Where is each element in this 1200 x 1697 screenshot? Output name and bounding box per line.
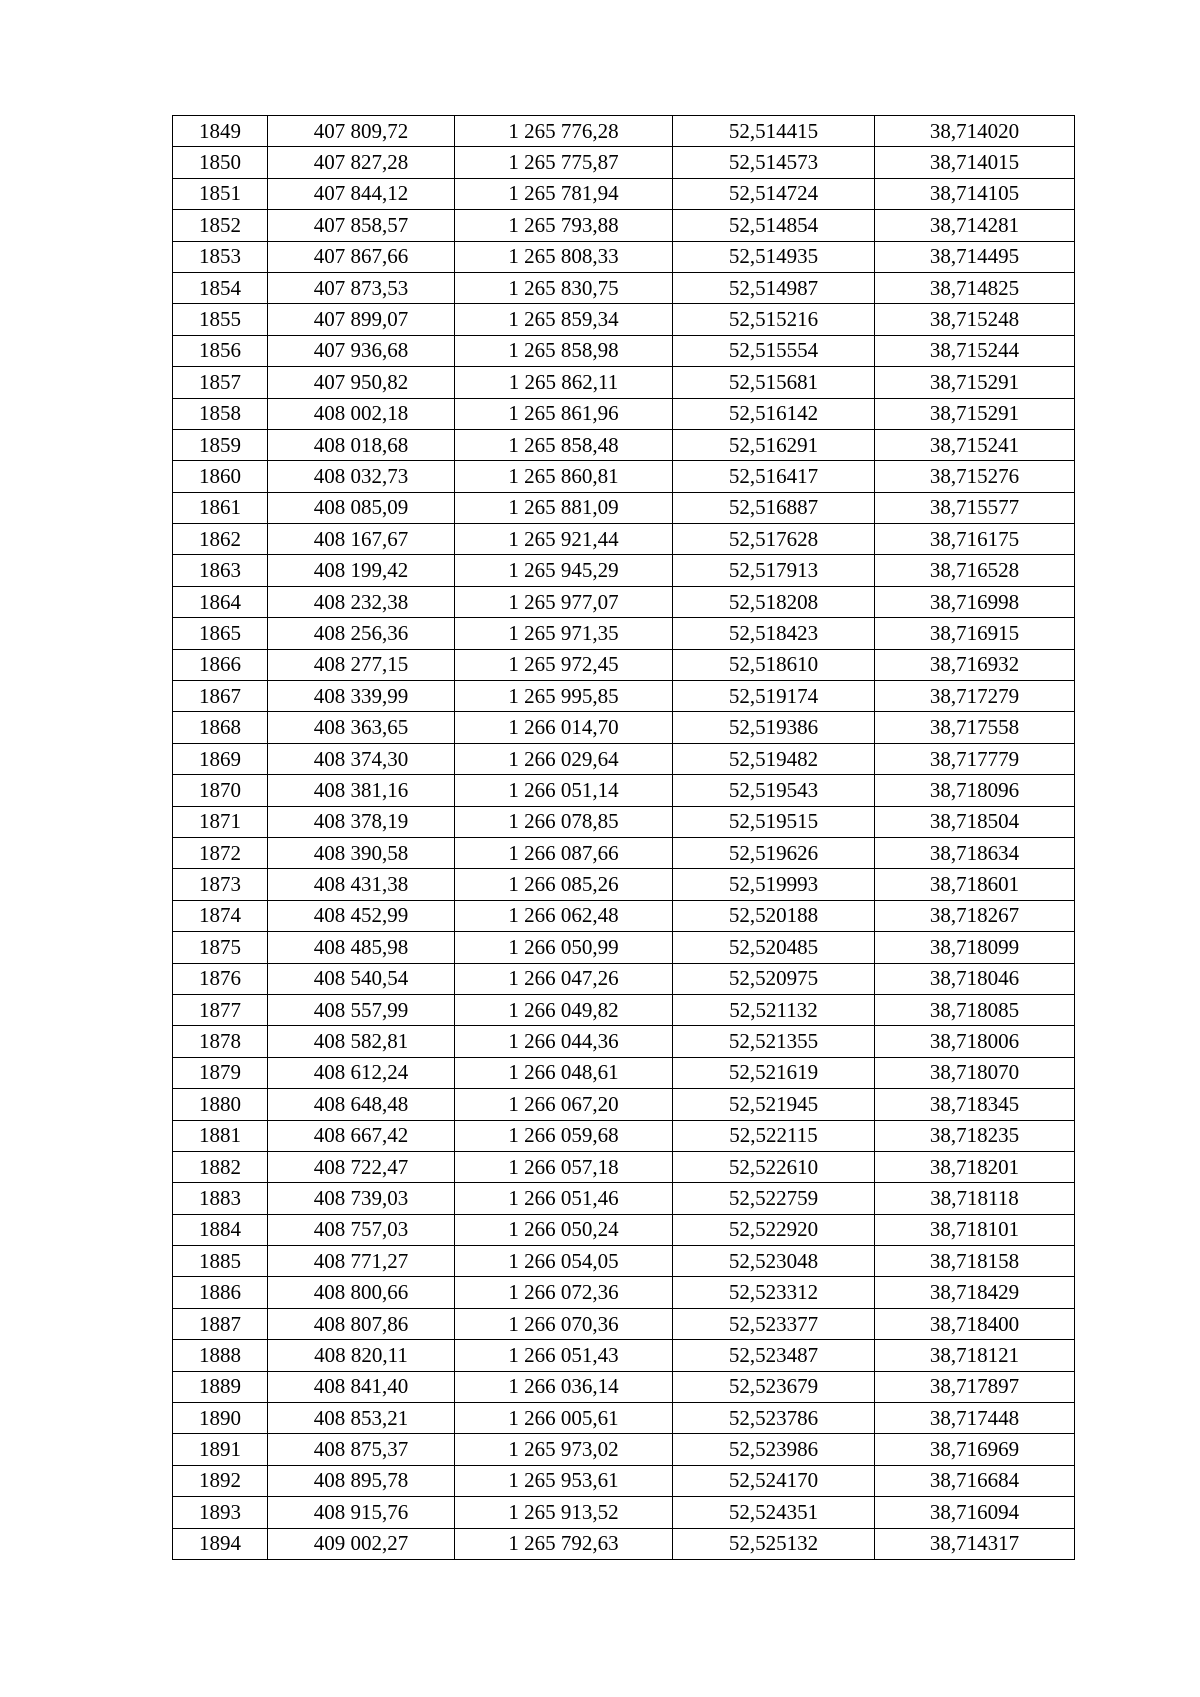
y-coordinate-cell: 1 266 051,46 <box>455 1183 673 1214</box>
table-row <box>173 994 1075 1025</box>
x-coordinate-cell: 408 339,99 <box>268 681 455 712</box>
table-row <box>173 837 1075 868</box>
y-coordinate-cell: 1 265 971,35 <box>455 618 673 649</box>
table-row <box>173 1026 1075 1057</box>
x-coordinate-cell: 408 085,09 <box>268 492 455 523</box>
x-coordinate-cell: 408 875,37 <box>268 1434 455 1465</box>
x-coordinate-cell: 408 363,65 <box>268 712 455 743</box>
longitude-cell: 38,718101 <box>875 1214 1075 1245</box>
longitude-cell: 38,716175 <box>875 524 1075 555</box>
x-coordinate-cell: 407 867,66 <box>268 241 455 272</box>
table-row <box>173 1277 1075 1308</box>
x-coordinate-cell: 408 431,38 <box>268 869 455 900</box>
table-row <box>173 1214 1075 1245</box>
point-number-cell: 1858 <box>173 398 268 429</box>
table-row <box>173 1465 1075 1496</box>
x-coordinate-cell: 407 844,12 <box>268 178 455 209</box>
y-coordinate-cell: 1 266 029,64 <box>455 743 673 774</box>
x-coordinate-cell: 408 915,76 <box>268 1497 455 1528</box>
latitude-cell: 52,523986 <box>673 1434 875 1465</box>
y-coordinate-cell: 1 265 808,33 <box>455 241 673 272</box>
point-number-cell: 1856 <box>173 335 268 366</box>
y-coordinate-cell: 1 266 051,14 <box>455 775 673 806</box>
latitude-cell: 52,520975 <box>673 963 875 994</box>
x-coordinate-cell: 408 667,42 <box>268 1120 455 1151</box>
y-coordinate-cell: 1 265 973,02 <box>455 1434 673 1465</box>
table-row <box>173 492 1075 523</box>
latitude-cell: 52,516417 <box>673 461 875 492</box>
y-coordinate-cell: 1 265 861,96 <box>455 398 673 429</box>
table-row <box>173 304 1075 335</box>
table-row <box>173 429 1075 460</box>
longitude-cell: 38,716932 <box>875 649 1075 680</box>
point-number-cell: 1870 <box>173 775 268 806</box>
table-row <box>173 1057 1075 1088</box>
point-number-cell: 1879 <box>173 1057 268 1088</box>
latitude-cell: 52,519515 <box>673 806 875 837</box>
x-coordinate-cell: 408 800,66 <box>268 1277 455 1308</box>
longitude-cell: 38,718118 <box>875 1183 1075 1214</box>
latitude-cell: 52,523679 <box>673 1371 875 1402</box>
y-coordinate-cell: 1 265 881,09 <box>455 492 673 523</box>
longitude-cell: 38,718267 <box>875 900 1075 931</box>
table-row <box>173 1151 1075 1182</box>
table-row <box>173 1183 1075 1214</box>
latitude-cell: 52,520485 <box>673 932 875 963</box>
longitude-cell: 38,718085 <box>875 994 1075 1025</box>
latitude-cell: 52,523487 <box>673 1340 875 1371</box>
longitude-cell: 38,718121 <box>875 1340 1075 1371</box>
longitude-cell: 38,714015 <box>875 147 1075 178</box>
latitude-cell: 52,525132 <box>673 1528 875 1559</box>
table-row <box>173 681 1075 712</box>
x-coordinate-cell: 407 936,68 <box>268 335 455 366</box>
point-number-cell: 1873 <box>173 869 268 900</box>
point-number-cell: 1863 <box>173 555 268 586</box>
point-number-cell: 1884 <box>173 1214 268 1245</box>
x-coordinate-cell: 409 002,27 <box>268 1528 455 1559</box>
point-number-cell: 1876 <box>173 963 268 994</box>
x-coordinate-cell: 407 827,28 <box>268 147 455 178</box>
point-number-cell: 1854 <box>173 272 268 303</box>
longitude-cell: 38,714495 <box>875 241 1075 272</box>
latitude-cell: 52,519174 <box>673 681 875 712</box>
latitude-cell: 52,516887 <box>673 492 875 523</box>
table-row <box>173 806 1075 837</box>
table-row <box>173 775 1075 806</box>
table-row <box>173 1497 1075 1528</box>
coordinates-table <box>172 115 1075 1560</box>
longitude-cell: 38,718429 <box>875 1277 1075 1308</box>
y-coordinate-cell: 1 266 048,61 <box>455 1057 673 1088</box>
longitude-cell: 38,714020 <box>875 116 1075 147</box>
longitude-cell: 38,714317 <box>875 1528 1075 1559</box>
point-number-cell: 1855 <box>173 304 268 335</box>
table-row <box>173 1434 1075 1465</box>
point-number-cell: 1888 <box>173 1340 268 1371</box>
latitude-cell: 52,515216 <box>673 304 875 335</box>
y-coordinate-cell: 1 265 859,34 <box>455 304 673 335</box>
table-row <box>173 178 1075 209</box>
x-coordinate-cell: 408 232,38 <box>268 586 455 617</box>
y-coordinate-cell: 1 265 953,61 <box>455 1465 673 1496</box>
latitude-cell: 52,516142 <box>673 398 875 429</box>
y-coordinate-cell: 1 266 085,26 <box>455 869 673 900</box>
latitude-cell: 52,523048 <box>673 1246 875 1277</box>
latitude-cell: 52,518208 <box>673 586 875 617</box>
y-coordinate-cell: 1 266 072,36 <box>455 1277 673 1308</box>
point-number-cell: 1859 <box>173 429 268 460</box>
x-coordinate-cell: 408 167,67 <box>268 524 455 555</box>
longitude-cell: 38,718070 <box>875 1057 1075 1088</box>
x-coordinate-cell: 408 018,68 <box>268 429 455 460</box>
y-coordinate-cell: 1 265 858,98 <box>455 335 673 366</box>
longitude-cell: 38,715241 <box>875 429 1075 460</box>
point-number-cell: 1850 <box>173 147 268 178</box>
y-coordinate-cell: 1 266 044,36 <box>455 1026 673 1057</box>
x-coordinate-cell: 408 807,86 <box>268 1308 455 1339</box>
longitude-cell: 38,718504 <box>875 806 1075 837</box>
longitude-cell: 38,717279 <box>875 681 1075 712</box>
x-coordinate-cell: 408 002,18 <box>268 398 455 429</box>
table-row <box>173 1340 1075 1371</box>
table-row <box>173 116 1075 147</box>
latitude-cell: 52,519543 <box>673 775 875 806</box>
latitude-cell: 52,522759 <box>673 1183 875 1214</box>
latitude-cell: 52,514573 <box>673 147 875 178</box>
longitude-cell: 38,718400 <box>875 1308 1075 1339</box>
y-coordinate-cell: 1 266 051,43 <box>455 1340 673 1371</box>
latitude-cell: 52,522610 <box>673 1151 875 1182</box>
table-row <box>173 712 1075 743</box>
longitude-cell: 38,716998 <box>875 586 1075 617</box>
x-coordinate-cell: 408 277,15 <box>268 649 455 680</box>
table-row <box>173 335 1075 366</box>
point-number-cell: 1874 <box>173 900 268 931</box>
y-coordinate-cell: 1 265 945,29 <box>455 555 673 586</box>
table-row <box>173 272 1075 303</box>
longitude-cell: 38,718158 <box>875 1246 1075 1277</box>
y-coordinate-cell: 1 266 070,36 <box>455 1308 673 1339</box>
point-number-cell: 1852 <box>173 210 268 241</box>
x-coordinate-cell: 407 950,82 <box>268 367 455 398</box>
latitude-cell: 52,514935 <box>673 241 875 272</box>
x-coordinate-cell: 408 381,16 <box>268 775 455 806</box>
longitude-cell: 38,715244 <box>875 335 1075 366</box>
table-row <box>173 1308 1075 1339</box>
table-row <box>173 1120 1075 1151</box>
latitude-cell: 52,521945 <box>673 1089 875 1120</box>
y-coordinate-cell: 1 266 062,48 <box>455 900 673 931</box>
point-number-cell: 1891 <box>173 1434 268 1465</box>
point-number-cell: 1890 <box>173 1403 268 1434</box>
table-row <box>173 555 1075 586</box>
longitude-cell: 38,718634 <box>875 837 1075 868</box>
latitude-cell: 52,521619 <box>673 1057 875 1088</box>
table-row <box>173 586 1075 617</box>
y-coordinate-cell: 1 266 005,61 <box>455 1403 673 1434</box>
longitude-cell: 38,715291 <box>875 367 1075 398</box>
point-number-cell: 1857 <box>173 367 268 398</box>
latitude-cell: 52,514415 <box>673 116 875 147</box>
latitude-cell: 52,522920 <box>673 1214 875 1245</box>
longitude-cell: 38,717558 <box>875 712 1075 743</box>
table-row <box>173 963 1075 994</box>
longitude-cell: 38,718099 <box>875 932 1075 963</box>
longitude-cell: 38,716969 <box>875 1434 1075 1465</box>
latitude-cell: 52,523786 <box>673 1403 875 1434</box>
table-row <box>173 367 1075 398</box>
point-number-cell: 1880 <box>173 1089 268 1120</box>
point-number-cell: 1878 <box>173 1026 268 1057</box>
y-coordinate-cell: 1 265 977,07 <box>455 586 673 617</box>
point-number-cell: 1885 <box>173 1246 268 1277</box>
point-number-cell: 1862 <box>173 524 268 555</box>
x-coordinate-cell: 408 374,30 <box>268 743 455 774</box>
x-coordinate-cell: 408 820,11 <box>268 1340 455 1371</box>
table-row <box>173 1403 1075 1434</box>
point-number-cell: 1866 <box>173 649 268 680</box>
point-number-cell: 1864 <box>173 586 268 617</box>
point-number-cell: 1849 <box>173 116 268 147</box>
y-coordinate-cell: 1 266 036,14 <box>455 1371 673 1402</box>
longitude-cell: 38,717448 <box>875 1403 1075 1434</box>
point-number-cell: 1865 <box>173 618 268 649</box>
table-row <box>173 869 1075 900</box>
longitude-cell: 38,715276 <box>875 461 1075 492</box>
x-coordinate-cell: 408 853,21 <box>268 1403 455 1434</box>
latitude-cell: 52,523377 <box>673 1308 875 1339</box>
y-coordinate-cell: 1 266 014,70 <box>455 712 673 743</box>
x-coordinate-cell: 407 858,57 <box>268 210 455 241</box>
y-coordinate-cell: 1 266 059,68 <box>455 1120 673 1151</box>
point-number-cell: 1871 <box>173 806 268 837</box>
x-coordinate-cell: 408 378,19 <box>268 806 455 837</box>
y-coordinate-cell: 1 266 078,85 <box>455 806 673 837</box>
latitude-cell: 52,519482 <box>673 743 875 774</box>
point-number-cell: 1881 <box>173 1120 268 1151</box>
latitude-cell: 52,514854 <box>673 210 875 241</box>
x-coordinate-cell: 408 739,03 <box>268 1183 455 1214</box>
table-row <box>173 1246 1075 1277</box>
latitude-cell: 52,517913 <box>673 555 875 586</box>
point-number-cell: 1872 <box>173 837 268 868</box>
table-row <box>173 1089 1075 1120</box>
point-number-cell: 1860 <box>173 461 268 492</box>
latitude-cell: 52,517628 <box>673 524 875 555</box>
latitude-cell: 52,519386 <box>673 712 875 743</box>
y-coordinate-cell: 1 265 972,45 <box>455 649 673 680</box>
latitude-cell: 52,514987 <box>673 272 875 303</box>
x-coordinate-cell: 408 452,99 <box>268 900 455 931</box>
y-coordinate-cell: 1 266 087,66 <box>455 837 673 868</box>
latitude-cell: 52,524351 <box>673 1497 875 1528</box>
longitude-cell: 38,718345 <box>875 1089 1075 1120</box>
x-coordinate-cell: 408 582,81 <box>268 1026 455 1057</box>
longitude-cell: 38,717779 <box>875 743 1075 774</box>
point-number-cell: 1875 <box>173 932 268 963</box>
latitude-cell: 52,524170 <box>673 1465 875 1496</box>
table-row <box>173 1528 1075 1559</box>
x-coordinate-cell: 408 612,24 <box>268 1057 455 1088</box>
longitude-cell: 38,718006 <box>875 1026 1075 1057</box>
point-number-cell: 1853 <box>173 241 268 272</box>
point-number-cell: 1861 <box>173 492 268 523</box>
y-coordinate-cell: 1 265 781,94 <box>455 178 673 209</box>
x-coordinate-cell: 408 722,47 <box>268 1151 455 1182</box>
y-coordinate-cell: 1 265 862,11 <box>455 367 673 398</box>
longitude-cell: 38,718601 <box>875 869 1075 900</box>
point-number-cell: 1892 <box>173 1465 268 1496</box>
x-coordinate-cell: 407 873,53 <box>268 272 455 303</box>
coordinates-table-body <box>173 116 1075 1560</box>
longitude-cell: 38,715577 <box>875 492 1075 523</box>
point-number-cell: 1889 <box>173 1371 268 1402</box>
point-number-cell: 1883 <box>173 1183 268 1214</box>
point-number-cell: 1886 <box>173 1277 268 1308</box>
y-coordinate-cell: 1 265 776,28 <box>455 116 673 147</box>
longitude-cell: 38,714105 <box>875 178 1075 209</box>
longitude-cell: 38,714825 <box>875 272 1075 303</box>
x-coordinate-cell: 408 771,27 <box>268 1246 455 1277</box>
longitude-cell: 38,718201 <box>875 1151 1075 1182</box>
latitude-cell: 52,522115 <box>673 1120 875 1151</box>
latitude-cell: 52,521132 <box>673 994 875 1025</box>
y-coordinate-cell: 1 266 049,82 <box>455 994 673 1025</box>
table-row <box>173 618 1075 649</box>
x-coordinate-cell: 408 199,42 <box>268 555 455 586</box>
x-coordinate-cell: 408 648,48 <box>268 1089 455 1120</box>
x-coordinate-cell: 407 899,07 <box>268 304 455 335</box>
y-coordinate-cell: 1 265 995,85 <box>455 681 673 712</box>
longitude-cell: 38,718046 <box>875 963 1075 994</box>
x-coordinate-cell: 408 256,36 <box>268 618 455 649</box>
point-number-cell: 1851 <box>173 178 268 209</box>
longitude-cell: 38,716528 <box>875 555 1075 586</box>
y-coordinate-cell: 1 266 057,18 <box>455 1151 673 1182</box>
point-number-cell: 1868 <box>173 712 268 743</box>
latitude-cell: 52,519993 <box>673 869 875 900</box>
point-number-cell: 1882 <box>173 1151 268 1182</box>
y-coordinate-cell: 1 266 054,05 <box>455 1246 673 1277</box>
longitude-cell: 38,716915 <box>875 618 1075 649</box>
table-row <box>173 900 1075 931</box>
longitude-cell: 38,715291 <box>875 398 1075 429</box>
table-row <box>173 524 1075 555</box>
latitude-cell: 52,514724 <box>673 178 875 209</box>
y-coordinate-cell: 1 265 858,48 <box>455 429 673 460</box>
latitude-cell: 52,521355 <box>673 1026 875 1057</box>
y-coordinate-cell: 1 265 792,63 <box>455 1528 673 1559</box>
latitude-cell: 52,516291 <box>673 429 875 460</box>
latitude-cell: 52,518423 <box>673 618 875 649</box>
longitude-cell: 38,716094 <box>875 1497 1075 1528</box>
table-row <box>173 147 1075 178</box>
latitude-cell: 52,515681 <box>673 367 875 398</box>
x-coordinate-cell: 408 895,78 <box>268 1465 455 1496</box>
table-row <box>173 649 1075 680</box>
y-coordinate-cell: 1 265 913,52 <box>455 1497 673 1528</box>
y-coordinate-cell: 1 265 793,88 <box>455 210 673 241</box>
table-row <box>173 210 1075 241</box>
table-row <box>173 241 1075 272</box>
longitude-cell: 38,717897 <box>875 1371 1075 1402</box>
x-coordinate-cell: 408 032,73 <box>268 461 455 492</box>
x-coordinate-cell: 408 485,98 <box>268 932 455 963</box>
table-row <box>173 1371 1075 1402</box>
y-coordinate-cell: 1 266 067,20 <box>455 1089 673 1120</box>
latitude-cell: 52,520188 <box>673 900 875 931</box>
point-number-cell: 1894 <box>173 1528 268 1559</box>
y-coordinate-cell: 1 266 050,99 <box>455 932 673 963</box>
y-coordinate-cell: 1 265 830,75 <box>455 272 673 303</box>
latitude-cell: 52,519626 <box>673 837 875 868</box>
point-number-cell: 1893 <box>173 1497 268 1528</box>
longitude-cell: 38,714281 <box>875 210 1075 241</box>
x-coordinate-cell: 408 841,40 <box>268 1371 455 1402</box>
point-number-cell: 1867 <box>173 681 268 712</box>
table-row <box>173 932 1075 963</box>
point-number-cell: 1877 <box>173 994 268 1025</box>
point-number-cell: 1869 <box>173 743 268 774</box>
x-coordinate-cell: 407 809,72 <box>268 116 455 147</box>
y-coordinate-cell: 1 266 050,24 <box>455 1214 673 1245</box>
longitude-cell: 38,716684 <box>875 1465 1075 1496</box>
y-coordinate-cell: 1 265 775,87 <box>455 147 673 178</box>
table-row <box>173 398 1075 429</box>
y-coordinate-cell: 1 265 860,81 <box>455 461 673 492</box>
latitude-cell: 52,523312 <box>673 1277 875 1308</box>
table-row <box>173 743 1075 774</box>
x-coordinate-cell: 408 557,99 <box>268 994 455 1025</box>
latitude-cell: 52,515554 <box>673 335 875 366</box>
point-number-cell: 1887 <box>173 1308 268 1339</box>
y-coordinate-cell: 1 266 047,26 <box>455 963 673 994</box>
x-coordinate-cell: 408 540,54 <box>268 963 455 994</box>
longitude-cell: 38,718096 <box>875 775 1075 806</box>
latitude-cell: 52,518610 <box>673 649 875 680</box>
x-coordinate-cell: 408 390,58 <box>268 837 455 868</box>
longitude-cell: 38,715248 <box>875 304 1075 335</box>
table-row <box>173 461 1075 492</box>
y-coordinate-cell: 1 265 921,44 <box>455 524 673 555</box>
x-coordinate-cell: 408 757,03 <box>268 1214 455 1245</box>
longitude-cell: 38,718235 <box>875 1120 1075 1151</box>
